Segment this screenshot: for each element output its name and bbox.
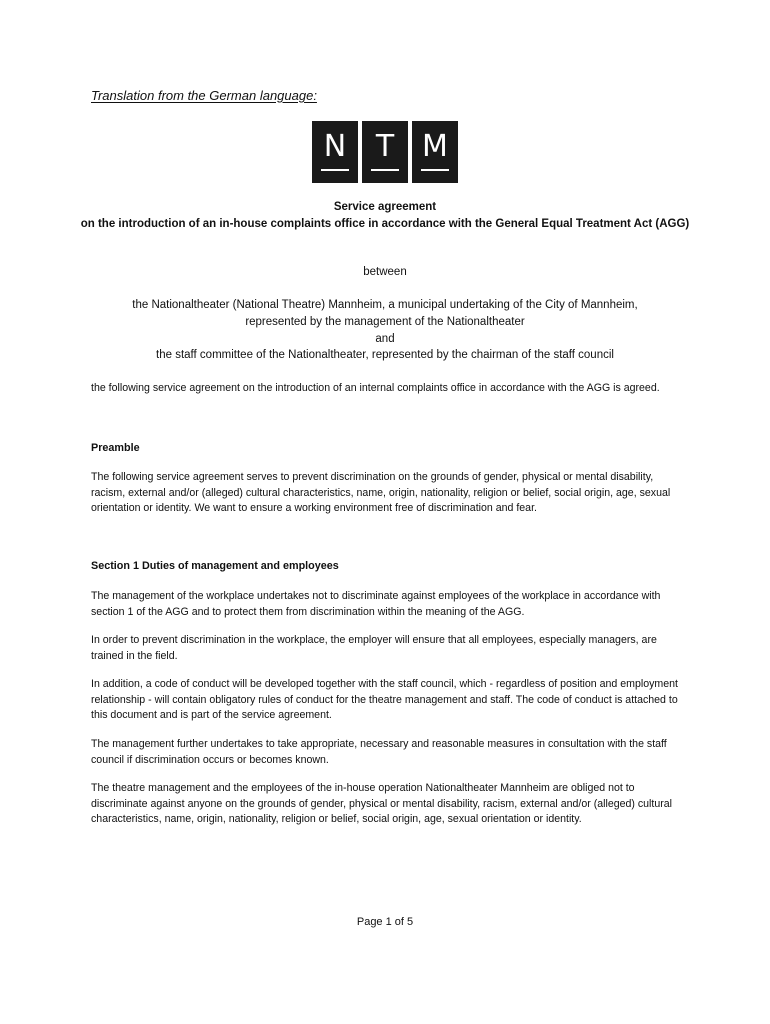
logo-letter-n: N [323,129,347,164]
logo-underline [371,169,399,171]
preamble-heading: Preamble [91,442,140,454]
party1-line2: represented by the management of the Nationaltheater [245,316,525,328]
logo-underline [421,169,449,171]
title-line-1: Service agreement [333,201,437,213]
logo-letter-t: T [375,129,395,164]
logo-tile-m [412,121,458,183]
page-number: Page 1 of 5 [356,916,414,928]
and-label: and [375,333,395,345]
section1-paragraph-2: In order to prevent discrimination in the workplace, the employer will ensure that all employees, especially managers, are trained in the field. [91,634,657,662]
translation-note: Translation from the German language: [91,88,317,103]
party2-line: the staff committee of the Nationaltheater, represented by the chairman of the staff council [156,349,614,361]
section1-paragraph-3: In addition, a code of conduct will be developed together with the staff council, which - regardless of position and employment relationship - will contain obligatory rules of conduct for the theatre management and staff. The code of conduct is attached to this document and is part of the service agreement. [91,678,678,721]
section1-paragraph-5: The theatre management and the employees of the in-house operation Nationaltheater Mannheim are obliged not to discriminate against anyone on the grounds of gender, physical or mental disability, racism, external and/or (alleged) cultural characteristics, name, origin, nationality, religion or belief, social origin, age, sexual orientation or identity. [91,782,673,825]
ntm-logo [312,121,458,183]
intro-paragraph: the following service agreement on the introduction of an internal complaints office in accordance with the AGG is agreed. [91,382,660,394]
title-line-2: on the introduction of an in-house complaints office in accordance with the General Equal Treatment Act (AGG) [80,217,690,230]
logo-underline [321,169,349,171]
logo-letter-m: M [422,129,448,164]
preamble-paragraph: The following service agreement serves to prevent discrimination on the grounds of gender, physical or mental disability, racism, external and/or (alleged) cultural characteristics, name, origin, nationality, religion or belief, social origin, age, sexual orientation or identity. We want to ensure a working environment free of discrimination and fear. [91,471,671,514]
section1-paragraph-4: The management further undertakes to take appropriate, necessary and reasonable measures in consultation with the staff council if discrimination occurs or becomes known. [91,738,667,766]
party1-line1: the Nationaltheater (National Theatre) Mannheim, a municipal undertaking of the City of Mannheim, [132,299,638,311]
section1-paragraph-1: The management of the workplace undertakes not to discriminate against employees of the workplace in accordance with section 1 of the AGG and to protect them from discrimination within the meaning of the AGG. [91,590,661,618]
logo-tile-t [362,121,408,183]
logo-tile-n [312,121,358,183]
between-label: between [363,266,407,278]
document-title [80,199,690,232]
section1-heading: Section 1 Duties of management and employees [91,560,339,572]
